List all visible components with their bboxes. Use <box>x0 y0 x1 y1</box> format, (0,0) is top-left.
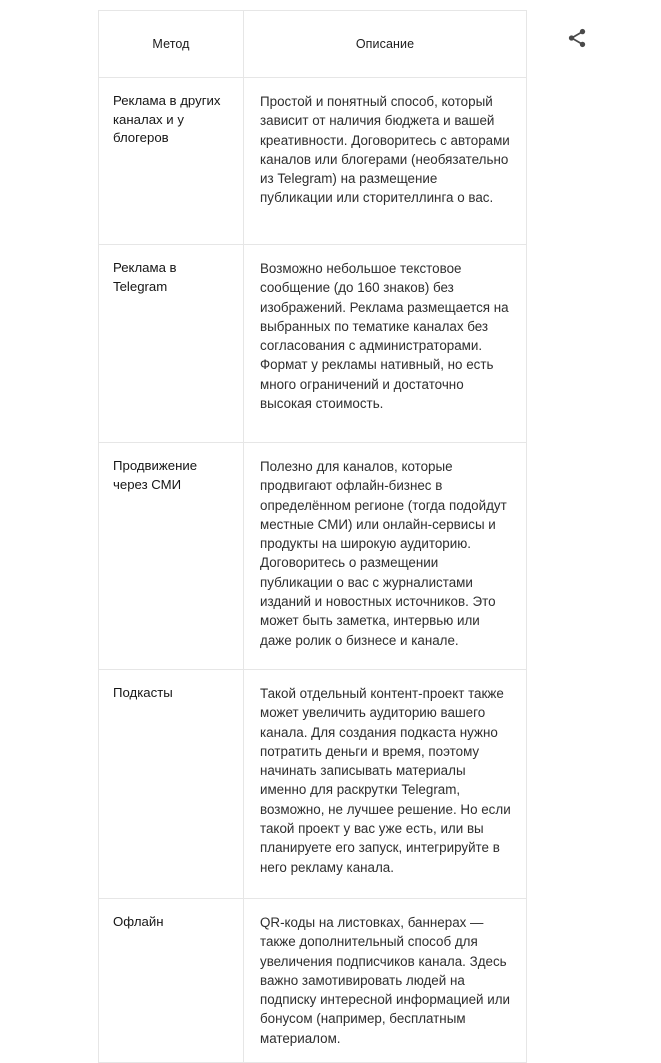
table-header-row <box>99 11 527 78</box>
cell-method: Реклама в Telegram <box>99 245 244 443</box>
cell-description: Возможно небольшое текстовое сообщение (до 160 знаков) без изображений. Реклама размещается на выбранных по тематике каналах без согласования с администраторами. Формат у рекламы нативный, но есть много ограничений и достаточно высокая стоимость. <box>244 245 527 443</box>
table-header <box>99 11 527 78</box>
cell-method: Продвижение через СМИ <box>99 443 244 670</box>
column-header-description: Описание <box>244 11 527 78</box>
table-row <box>99 245 527 443</box>
table-body <box>99 78 527 1063</box>
cell-method: Реклама в других каналах и у блогеров <box>99 78 244 245</box>
share-icon <box>566 27 588 49</box>
table-row <box>99 899 527 1063</box>
cell-description: Такой отдельный контент-проект также может увеличить аудиторию вашего канала. Для создания подкаста нужно потратить деньги и время, поэтому начинать записывать материалы именно для раскрутки Telegram, возможно, не лучшее решение. Но если такой проект у вас уже есть, или вы планируете его запуск, интегрируйте в него рекламу канала. <box>244 670 527 899</box>
cell-description: Полезно для каналов, которые продвигают офлайн-бизнес в определённом регионе (тогда подойдут местные СМИ) или онлайн-сервисы и продукты на широкую аудиторию. Договоритесь о размещении публикации о вас с журналистами изданий и новостных источников. Это может быть заметка, интервью или даже ролик о бизнесе и канале. <box>244 443 527 670</box>
table-row <box>99 443 527 670</box>
cell-method: Подкасты <box>99 670 244 899</box>
methods-table <box>98 10 527 1063</box>
share-button[interactable] <box>558 19 596 57</box>
column-header-method: Метод <box>99 11 244 78</box>
table-row <box>99 78 527 245</box>
methods-table-wrapper <box>98 10 526 1063</box>
table-row <box>99 670 527 899</box>
cell-method: Офлайн <box>99 899 244 1063</box>
cell-description: Простой и понятный способ, который зависит от наличия бюджета и вашей креативности. Договоритесь с авторами каналов или блогерами (необязательно из Telegram) на размещение публикации или сторителлинга о вас. <box>244 78 527 245</box>
cell-description: QR-коды на листовках, баннерах — также дополнительный способ для увеличения подписчиков канала. Здесь важно замотивировать людей на подписку интересной информацией или бонусом (например, бесплатным материалом. <box>244 899 527 1063</box>
